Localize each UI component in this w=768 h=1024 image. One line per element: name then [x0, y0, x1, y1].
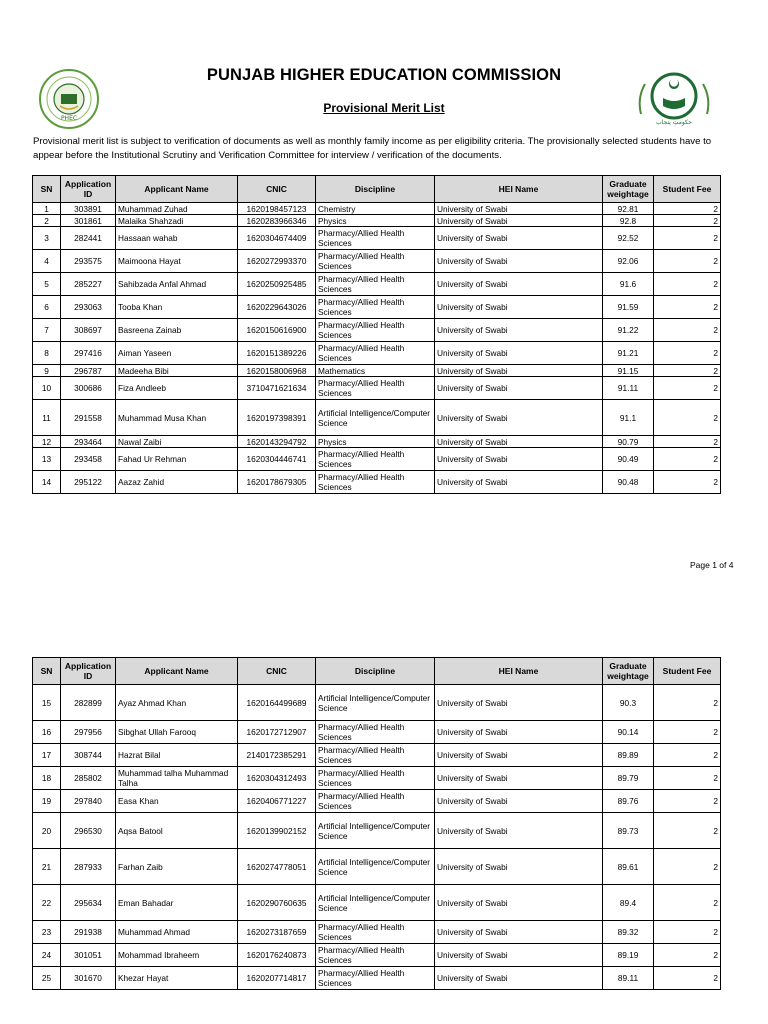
table-row — [33, 744, 721, 767]
cell-discipline: Artificial Intelligence/Computer Science — [316, 813, 435, 849]
cell-graduate-weightage: 92.8 — [603, 215, 654, 227]
cell-hei-name: University of Swabi — [435, 813, 603, 849]
cell-cnic: 1620207714817 — [238, 967, 316, 990]
cell-discipline: Pharmacy/Allied Health Sciences — [316, 227, 435, 250]
cell-student-fee: 2 — [654, 721, 721, 744]
cell-discipline: Pharmacy/Allied Health Sciences — [316, 250, 435, 273]
cell-application-id: 287933 — [61, 849, 116, 885]
cell-discipline: Pharmacy/Allied Health Sciences — [316, 767, 435, 790]
cell-application-id: 295122 — [61, 471, 116, 494]
cell-graduate-weightage: 89.4 — [603, 885, 654, 921]
cell-cnic: 1620151389226 — [238, 342, 316, 365]
cell-sn: 16 — [33, 721, 61, 744]
cell-sn: 2 — [33, 215, 61, 227]
table-row — [33, 967, 721, 990]
cell-graduate-weightage: 89.76 — [603, 790, 654, 813]
cell-applicant-name: Eman Bahadar — [116, 885, 238, 921]
col-student-fee: Student Fee — [654, 658, 721, 685]
cell-applicant-name: Basreena Zainab — [116, 319, 238, 342]
cell-student-fee: 2 — [654, 744, 721, 767]
cell-cnic: 1620158006968 — [238, 365, 316, 377]
cell-hei-name: University of Swabi — [435, 885, 603, 921]
table-row — [33, 296, 721, 319]
col-cnic: CNIC — [238, 658, 316, 685]
cell-student-fee: 2 — [654, 448, 721, 471]
cell-student-fee: 2 — [654, 377, 721, 400]
cell-graduate-weightage: 90.79 — [603, 436, 654, 448]
cell-discipline: Physics — [316, 436, 435, 448]
col-applicant-name: Applicant Name — [116, 176, 238, 203]
cell-application-id: 301051 — [61, 944, 116, 967]
cell-cnic: 1620283966346 — [238, 215, 316, 227]
cell-discipline: Pharmacy/Allied Health Sciences — [316, 790, 435, 813]
cell-cnic: 1620290760635 — [238, 885, 316, 921]
cell-graduate-weightage: 90.49 — [603, 448, 654, 471]
cell-hei-name: University of Swabi — [435, 215, 603, 227]
table-row — [33, 319, 721, 342]
cell-applicant-name: Farhan Zaib — [116, 849, 238, 885]
table-row — [33, 400, 721, 436]
cell-graduate-weightage: 92.52 — [603, 227, 654, 250]
cell-cnic: 1620178679305 — [238, 471, 316, 494]
col-hei-name: HEI Name — [435, 658, 603, 685]
cell-cnic: 1620176240873 — [238, 944, 316, 967]
cell-hei-name: University of Swabi — [435, 744, 603, 767]
table-header-row — [33, 658, 721, 685]
cell-hei-name: University of Swabi — [435, 296, 603, 319]
cell-hei-name: University of Swabi — [435, 790, 603, 813]
table-row — [33, 227, 721, 250]
cell-discipline: Artificial Intelligence/Computer Science — [316, 400, 435, 436]
table-row — [33, 365, 721, 377]
cell-graduate-weightage: 89.79 — [603, 767, 654, 790]
cell-sn: 24 — [33, 944, 61, 967]
svg-text:حکومتِ پنجاب: حکومتِ پنجاب — [656, 119, 692, 126]
cell-discipline: Pharmacy/Allied Health Sciences — [316, 319, 435, 342]
table-row — [33, 471, 721, 494]
col-hei-name: HEI Name — [435, 176, 603, 203]
cell-hei-name: University of Swabi — [435, 400, 603, 436]
cell-application-id: 285227 — [61, 273, 116, 296]
table-row — [33, 203, 721, 215]
table-row — [33, 944, 721, 967]
cell-application-id: 300686 — [61, 377, 116, 400]
cell-sn: 4 — [33, 250, 61, 273]
cell-sn: 13 — [33, 448, 61, 471]
cell-sn: 6 — [33, 296, 61, 319]
cell-application-id: 296530 — [61, 813, 116, 849]
cell-hei-name: University of Swabi — [435, 944, 603, 967]
cell-cnic: 1620273187659 — [238, 921, 316, 944]
col-applicant-name: Applicant Name — [116, 658, 238, 685]
cell-discipline: Pharmacy/Allied Health Sciences — [316, 342, 435, 365]
cell-discipline: Pharmacy/Allied Health Sciences — [316, 273, 435, 296]
cell-hei-name: University of Swabi — [435, 471, 603, 494]
cell-sn: 12 — [33, 436, 61, 448]
cell-cnic: 3710471621634 — [238, 377, 316, 400]
cell-hei-name: University of Swabi — [435, 967, 603, 990]
cell-student-fee: 2 — [654, 365, 721, 377]
cell-sn: 9 — [33, 365, 61, 377]
cell-graduate-weightage: 90.48 — [603, 471, 654, 494]
cell-applicant-name: Muhammad Ahmad — [116, 921, 238, 944]
cell-application-id: 285802 — [61, 767, 116, 790]
cell-discipline: Pharmacy/Allied Health Sciences — [316, 967, 435, 990]
cell-student-fee: 2 — [654, 436, 721, 448]
cell-applicant-name: Hassaan wahab — [116, 227, 238, 250]
cell-application-id: 293464 — [61, 436, 116, 448]
cell-applicant-name: Aiman Yaseen — [116, 342, 238, 365]
cell-applicant-name: Nawal Zaibi — [116, 436, 238, 448]
cell-cnic: 1620304674409 — [238, 227, 316, 250]
table-row — [33, 273, 721, 296]
cell-student-fee: 2 — [654, 471, 721, 494]
cell-graduate-weightage: 91.59 — [603, 296, 654, 319]
cell-discipline: Pharmacy/Allied Health Sciences — [316, 721, 435, 744]
cell-cnic: 1620304446741 — [238, 448, 316, 471]
col-application-id: Application ID — [61, 176, 116, 203]
svg-text:PHEC: PHEC — [60, 115, 78, 122]
cell-student-fee: 2 — [654, 849, 721, 885]
cell-sn: 7 — [33, 319, 61, 342]
merit-table-page-2 — [32, 657, 721, 990]
cell-hei-name: University of Swabi — [435, 227, 603, 250]
col-discipline: Discipline — [316, 658, 435, 685]
cell-hei-name: University of Swabi — [435, 721, 603, 744]
cell-graduate-weightage: 89.32 — [603, 921, 654, 944]
cell-cnic: 1620139902152 — [238, 813, 316, 849]
table-row — [33, 790, 721, 813]
cell-sn: 21 — [33, 849, 61, 885]
cell-discipline: Pharmacy/Allied Health Sciences — [316, 744, 435, 767]
cell-student-fee: 2 — [654, 250, 721, 273]
cell-graduate-weightage: 91.21 — [603, 342, 654, 365]
cell-sn: 5 — [33, 273, 61, 296]
cell-application-id: 308744 — [61, 744, 116, 767]
cell-graduate-weightage: 89.89 — [603, 744, 654, 767]
cell-hei-name: University of Swabi — [435, 203, 603, 215]
cell-discipline: Artificial Intelligence/Computer Science — [316, 685, 435, 721]
cell-applicant-name: Aazaz Zahid — [116, 471, 238, 494]
cell-sn: 3 — [33, 227, 61, 250]
cell-sn: 14 — [33, 471, 61, 494]
table-row — [33, 721, 721, 744]
cell-application-id: 303891 — [61, 203, 116, 215]
table-row — [33, 377, 721, 400]
col-discipline: Discipline — [316, 176, 435, 203]
cell-cnic: 1620198457123 — [238, 203, 316, 215]
cell-hei-name: University of Swabi — [435, 436, 603, 448]
cell-hei-name: University of Swabi — [435, 365, 603, 377]
page-subtitle: Provisional Merit List — [323, 101, 445, 115]
cell-application-id: 295634 — [61, 885, 116, 921]
cell-hei-name: University of Swabi — [435, 448, 603, 471]
cell-application-id: 297956 — [61, 721, 116, 744]
table-row — [33, 885, 721, 921]
cell-graduate-weightage: 90.14 — [603, 721, 654, 744]
cell-student-fee: 2 — [654, 944, 721, 967]
cell-student-fee: 2 — [654, 813, 721, 849]
cell-cnic: 1620172712907 — [238, 721, 316, 744]
page-title: PUNJAB HIGHER EDUCATION COMMISSION — [206, 66, 562, 84]
cell-sn: 22 — [33, 885, 61, 921]
merit-table-page-1 — [32, 175, 721, 494]
cell-cnic: 1620406771227 — [238, 790, 316, 813]
cell-sn: 25 — [33, 967, 61, 990]
table-row — [33, 215, 721, 227]
cell-application-id: 282899 — [61, 685, 116, 721]
cell-graduate-weightage: 89.19 — [603, 944, 654, 967]
cell-applicant-name: Easa Khan — [116, 790, 238, 813]
cell-sn: 23 — [33, 921, 61, 944]
cell-graduate-weightage: 91.1 — [603, 400, 654, 436]
cell-application-id: 308697 — [61, 319, 116, 342]
cell-student-fee: 2 — [654, 319, 721, 342]
cell-graduate-weightage: 92.06 — [603, 250, 654, 273]
cell-student-fee: 2 — [654, 685, 721, 721]
cell-student-fee: 2 — [654, 767, 721, 790]
cell-application-id: 291558 — [61, 400, 116, 436]
cell-application-id: 296787 — [61, 365, 116, 377]
cell-applicant-name: Sahibzada Anfal Ahmad — [116, 273, 238, 296]
cell-student-fee: 2 — [654, 967, 721, 990]
cell-discipline: Pharmacy/Allied Health Sciences — [316, 471, 435, 494]
table-row — [33, 767, 721, 790]
cell-student-fee: 2 — [654, 273, 721, 296]
cell-cnic: 1620197398391 — [238, 400, 316, 436]
cell-cnic: 1620274778051 — [238, 849, 316, 885]
cell-hei-name: University of Swabi — [435, 342, 603, 365]
cell-student-fee: 2 — [654, 296, 721, 319]
table-row — [33, 849, 721, 885]
cell-cnic: 1620250925485 — [238, 273, 316, 296]
cell-applicant-name: Muhammad Zuhad — [116, 203, 238, 215]
intro-text: Provisional merit list is subject to verification of documents as well as monthly family income as per eligibility criteria. The provisionally selected students have to appear before the Institutional Scrutiny and Verification Committee for interview / verification of the documents. — [33, 136, 712, 161]
table-row — [33, 813, 721, 849]
cell-student-fee: 2 — [654, 400, 721, 436]
col-sn: SN — [33, 658, 61, 685]
cell-applicant-name: Malaika Shahzadi — [116, 215, 238, 227]
cell-application-id: 293063 — [61, 296, 116, 319]
cell-discipline: Pharmacy/Allied Health Sciences — [316, 944, 435, 967]
cell-sn: 19 — [33, 790, 61, 813]
cell-discipline: Artificial Intelligence/Computer Science — [316, 885, 435, 921]
cell-hei-name: University of Swabi — [435, 849, 603, 885]
cell-student-fee: 2 — [654, 203, 721, 215]
cell-hei-name: University of Swabi — [435, 273, 603, 296]
cell-applicant-name: Mohammad Ibraheem — [116, 944, 238, 967]
cell-applicant-name: Madeeha Bibi — [116, 365, 238, 377]
cell-sn: 18 — [33, 767, 61, 790]
cell-cnic: 1620150616900 — [238, 319, 316, 342]
cell-student-fee: 2 — [654, 227, 721, 250]
cell-application-id: 282441 — [61, 227, 116, 250]
cell-sn: 8 — [33, 342, 61, 365]
table-row — [33, 342, 721, 365]
cell-discipline: Physics — [316, 215, 435, 227]
cell-graduate-weightage: 90.3 — [603, 685, 654, 721]
cell-discipline: Chemistry — [316, 203, 435, 215]
cell-applicant-name: Fahad Ur Rehman — [116, 448, 238, 471]
cell-application-id: 291938 — [61, 921, 116, 944]
cell-application-id: 293575 — [61, 250, 116, 273]
col-application-id: Application ID — [61, 658, 116, 685]
cell-student-fee: 2 — [654, 215, 721, 227]
cell-cnic: 1620272993370 — [238, 250, 316, 273]
cell-application-id: 301670 — [61, 967, 116, 990]
cell-hei-name: University of Swabi — [435, 250, 603, 273]
cell-hei-name: University of Swabi — [435, 377, 603, 400]
cell-applicant-name: Maimoona Hayat — [116, 250, 238, 273]
cell-graduate-weightage: 91.6 — [603, 273, 654, 296]
cell-graduate-weightage: 89.11 — [603, 967, 654, 990]
cell-hei-name: University of Swabi — [435, 685, 603, 721]
cell-hei-name: University of Swabi — [435, 767, 603, 790]
cell-student-fee: 2 — [654, 921, 721, 944]
page-2 — [0, 600, 768, 1024]
cell-graduate-weightage: 91.15 — [603, 365, 654, 377]
table-row — [33, 436, 721, 448]
cell-hei-name: University of Swabi — [435, 921, 603, 944]
cell-student-fee: 2 — [654, 790, 721, 813]
cell-applicant-name: Aqsa Batool — [116, 813, 238, 849]
cell-application-id: 301861 — [61, 215, 116, 227]
table-row — [33, 685, 721, 721]
cell-application-id: 293458 — [61, 448, 116, 471]
page-number: Page 1 of 4 — [690, 560, 734, 570]
cell-cnic: 1620143294792 — [238, 436, 316, 448]
cell-sn: 1 — [33, 203, 61, 215]
cell-applicant-name: Sibghat Ullah Farooq — [116, 721, 238, 744]
cell-graduate-weightage: 89.61 — [603, 849, 654, 885]
cell-application-id: 297416 — [61, 342, 116, 365]
cell-graduate-weightage: 91.11 — [603, 377, 654, 400]
cell-applicant-name: Fiza Andleeb — [116, 377, 238, 400]
cell-discipline: Pharmacy/Allied Health Sciences — [316, 296, 435, 319]
cell-sn: 20 — [33, 813, 61, 849]
col-graduate-weightage: Graduate weightage — [603, 658, 654, 685]
table-header-row — [33, 176, 721, 203]
cell-applicant-name: Ayaz Ahmad Khan — [116, 685, 238, 721]
cell-discipline: Artificial Intelligence/Computer Science — [316, 849, 435, 885]
cell-applicant-name: Hazrat Bilal — [116, 744, 238, 767]
cell-sn: 15 — [33, 685, 61, 721]
cell-cnic: 2140172385291 — [238, 744, 316, 767]
cell-graduate-weightage: 91.22 — [603, 319, 654, 342]
table-row — [33, 921, 721, 944]
cell-applicant-name: Khezar Hayat — [116, 967, 238, 990]
cell-cnic: 1620164499689 — [238, 685, 316, 721]
cell-applicant-name: Tooba Khan — [116, 296, 238, 319]
cell-application-id: 297840 — [61, 790, 116, 813]
cell-discipline: Mathematics — [316, 365, 435, 377]
col-cnic: CNIC — [238, 176, 316, 203]
cell-student-fee: 2 — [654, 342, 721, 365]
cell-cnic: 1620229643026 — [238, 296, 316, 319]
table-row — [33, 448, 721, 471]
cell-sn: 10 — [33, 377, 61, 400]
col-sn: SN — [33, 176, 61, 203]
table-row — [33, 250, 721, 273]
cell-sn: 17 — [33, 744, 61, 767]
cell-student-fee: 2 — [654, 885, 721, 921]
cell-cnic: 1620304312493 — [238, 767, 316, 790]
col-graduate-weightage: Graduate weightage — [603, 176, 654, 203]
cell-discipline: Pharmacy/Allied Health Sciences — [316, 448, 435, 471]
cell-graduate-weightage: 89.73 — [603, 813, 654, 849]
cell-discipline: Pharmacy/Allied Health Sciences — [316, 921, 435, 944]
cell-hei-name: University of Swabi — [435, 319, 603, 342]
cell-graduate-weightage: 92.81 — [603, 203, 654, 215]
cell-applicant-name: Muhammad talha Muhammad Talha — [116, 767, 238, 790]
col-student-fee: Student Fee — [654, 176, 721, 203]
cell-applicant-name: Muhammad Musa Khan — [116, 400, 238, 436]
cell-sn: 11 — [33, 400, 61, 436]
cell-discipline: Pharmacy/Allied Health Sciences — [316, 377, 435, 400]
